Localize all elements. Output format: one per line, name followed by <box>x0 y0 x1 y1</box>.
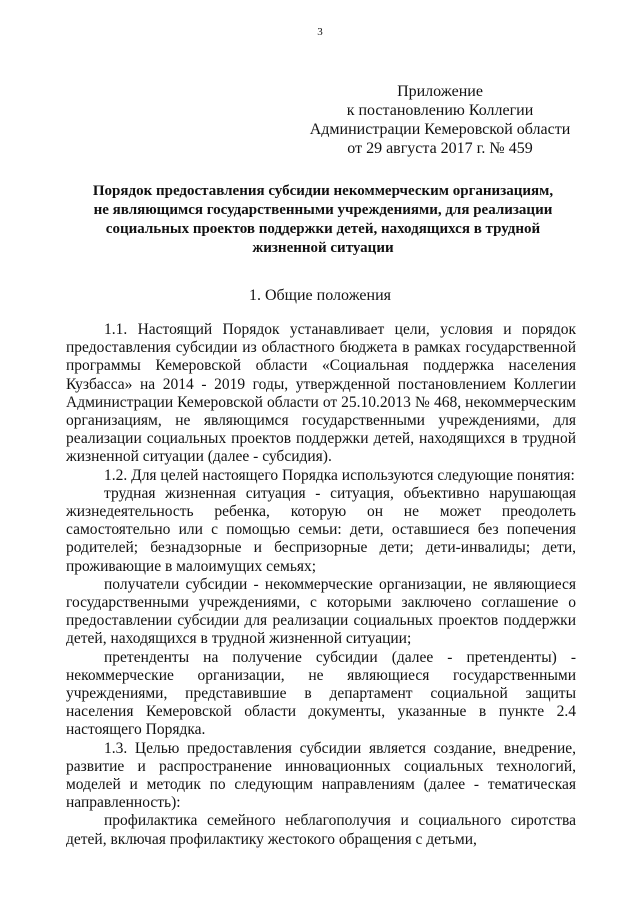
annex-line: к постановлению Коллегии <box>346 102 534 119</box>
title-line: социальных проектов поддержки детей, находящихся в трудной <box>105 221 541 237</box>
body-text <box>66 321 576 849</box>
annex-block <box>300 82 580 158</box>
section-heading: 1. Общие положения <box>248 287 392 304</box>
annex-line: Приложение <box>397 83 483 100</box>
page-number: 3 <box>317 26 323 38</box>
definition-difficult-situation: трудная жизненная ситуация - ситуация, объективно нарушающая жизнедеятельность ребенка, которую он не может преодолеть самостоятельно или с помощью семьи: дети, оставшиеся без попечения родителей; безнадзорные и беспризорные дети; дети-инвалиды; дети, проживающие в малоимущих семьях; <box>66 484 576 575</box>
paragraph-1-1: 1.1. Настоящий Порядок устанавливает цели, условия и порядок предоставления субсидии из областного бюджета в рамках государственной программы Кемеровской области «Социальная поддержка населения Кузбасса» на 2014 - 2019 годы, утвержденной постановлением Коллегии Администрации Кемеровской области от 25.10.2013 № 468, некоммерческим организациям, не являющимся государственными учреждениями, для реализации социальных проектов поддержки детей, находящихся в трудной жизненной ситуации (далее - субсидия). <box>66 321 576 466</box>
title-line: не являющимся государственными учреждениями, для реализации <box>93 202 553 218</box>
title-line: жизненной ситуации <box>252 240 394 256</box>
title-line: Порядок предоставления субсидии некоммерческим организациям, <box>92 183 554 199</box>
direction-prevention: профилактика семейного неблагополучия и социального сиротства детей, включая профилактику жестокого обращения с детьми, <box>66 812 576 848</box>
paragraph-1-2: 1.2. Для целей настоящего Порядка используются следующие понятия: <box>104 466 575 484</box>
annex-line: от 29 августа 2017 г. № 459 <box>347 140 533 157</box>
definition-recipients: получатели субсидии - некоммерческие организации, не являющиеся государственными учреждениями, с которыми заключено соглашение о предоставлении субсидии для реализации социальных проектов поддержки детей, находящихся в трудной жизненной ситуации; <box>66 575 576 648</box>
definition-applicants: претенденты на получение субсидии (далее - претенденты) - некоммерческие организации, не являющиеся государственными учреждениями, представившие в департамент социальной защиты населения Кемеровской области документы, указанные в пункте 2.4 настоящего Порядка. <box>66 648 576 739</box>
paragraph-1-3: 1.3. Целью предоставления субсидии является создание, внедрение, развитие и распространение инновационных социальных технологий, моделей и методик по следующим направлениям (далее - тематическая направленность): <box>66 739 576 812</box>
annex-line: Администрации Кемеровской области <box>309 121 571 138</box>
document-title <box>68 182 578 258</box>
